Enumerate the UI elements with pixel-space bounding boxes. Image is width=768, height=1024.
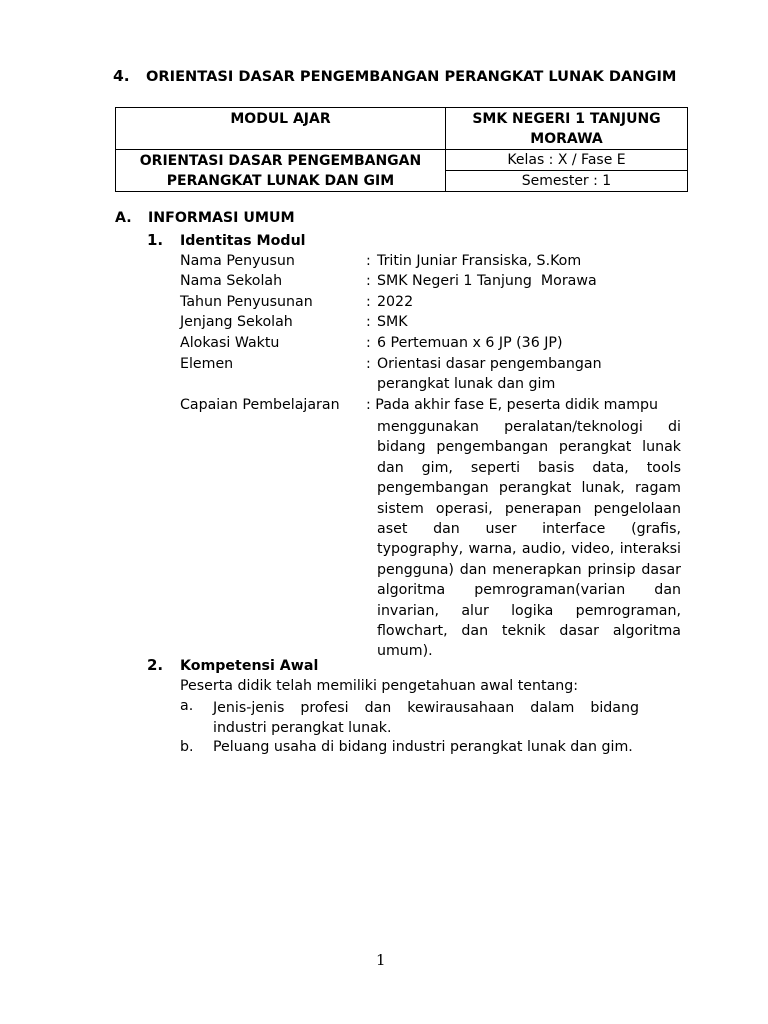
section-a-letter: A.: [115, 210, 132, 226]
row-label-jenjang-sekolah: Jenjang Sekolah: [180, 314, 293, 330]
row-label-tahun-penyusunan: Tahun Penyusunan: [180, 294, 313, 310]
module-header-table: [115, 107, 688, 192]
section-a-heading: [115, 210, 295, 226]
semester-cell: [446, 171, 688, 192]
list-item-letter: a.: [180, 698, 194, 714]
kompetensi-heading: [147, 656, 318, 674]
row-label-nama-sekolah: Nama Sekolah: [180, 273, 283, 289]
capaian-first-line: : Pada akhir fase E, peserta didik mampu: [366, 397, 659, 413]
row-colon: :: [366, 314, 371, 330]
row-value-tahun-penyusunan: 2022: [377, 294, 414, 310]
row-colon: :: [366, 273, 371, 289]
heading-title: ORIENTASI DASAR PENGEMBANGAN PERANGKAT LUNAK DANGIM: [146, 68, 677, 85]
identitas-number: 1.: [147, 231, 164, 249]
kelas-cell: [446, 150, 688, 171]
list-item-letter: b.: [180, 739, 194, 755]
school-name-line2: MORAWA: [530, 131, 603, 147]
list-item-text: Jenis-jenis profesi dan kewirausahaan dalam bidang industri perangkat lunak.: [213, 700, 639, 737]
row-label-alokasi-waktu: Alokasi Waktu: [180, 335, 280, 351]
identitas-title: Identitas Modul: [180, 233, 306, 249]
list-item-text: Peluang usaha di bidang industri perangkat lunak dan gim.: [213, 739, 633, 755]
page-number: 1: [376, 951, 386, 969]
heading-number: 4.: [113, 67, 130, 85]
school-name-line1: SMK NEGERI 1 TANJUNG: [472, 111, 661, 127]
row-colon: :: [366, 253, 371, 269]
semester-text: Semester : 1: [521, 173, 612, 189]
row-colon: :: [366, 356, 371, 372]
row-colon: :: [366, 294, 371, 310]
row-label-capaian: Capaian Pembelajaran: [180, 397, 340, 413]
identitas-heading: [147, 231, 306, 249]
row-label-elemen: Elemen: [180, 356, 234, 372]
kelas-text: Kelas : X / Fase E: [507, 152, 626, 168]
row-label-nama-penyusun: Nama Penyusun: [180, 253, 295, 269]
capaian-paragraph: menggunakan peralatan/teknologi di bidang pengembangan perangkat lunak dan gim, seperti basis data, tools pengembangan perangkat lunak, ragam sistem operasi, penerapan pengelolaan aset dan user interface (grafis, typography, warna, audio, video, interaksi pengguna) dan menerapkan prinsip dasar algoritma pemrograman(varian dan invarian, alur logika pemrograman, flowchart, dan teknik dasar algoritma umum).: [377, 419, 681, 660]
school-cell: [446, 108, 688, 150]
kompetensi-intro: Peserta didik telah memiliki pengetahuan awal tentang:: [180, 678, 579, 694]
document-heading: [113, 67, 676, 85]
subject-cell: [116, 150, 446, 192]
subject-line1: ORIENTASI DASAR PENGEMBANGAN: [139, 152, 422, 169]
row-value-elemen: Orientasi dasar pengembangan: [377, 356, 602, 372]
kompetensi-title: Kompetensi Awal: [180, 658, 319, 674]
modul-ajar-cell: [116, 108, 446, 150]
row-value-jenjang-sekolah: SMK: [377, 314, 408, 330]
modul-ajar-label: MODUL AJAR: [230, 111, 331, 127]
subject-line2: PERANGKAT LUNAK DAN GIM: [166, 172, 395, 189]
row-colon: :: [366, 335, 371, 351]
row-value-elemen-line2: perangkat lunak dan gim: [377, 376, 556, 392]
section-a-title: INFORMASI UMUM: [148, 210, 295, 226]
row-value-nama-penyusun: Tritin Juniar Fransiska, S.Kom: [377, 253, 582, 269]
row-value-nama-sekolah: SMK Negeri 1 Tanjung Morawa: [377, 273, 597, 289]
kompetensi-number: 2.: [147, 656, 164, 674]
row-value-alokasi-waktu: 6 Pertemuan x 6 JP (36 JP): [377, 335, 563, 351]
